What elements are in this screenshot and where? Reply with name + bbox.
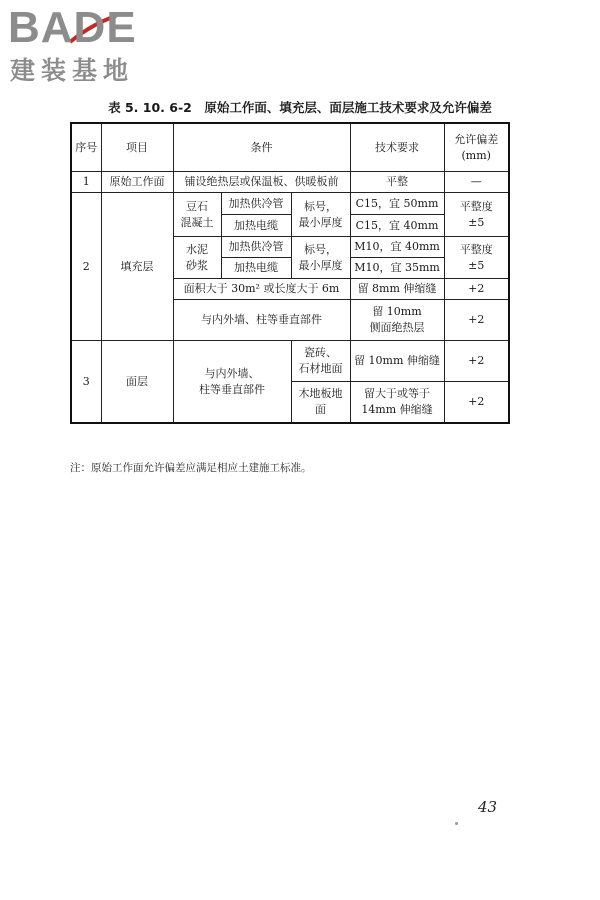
table-note: 注：原始工作面允许偏差应满足相应土建施工标准。 xyxy=(70,462,312,474)
row1-no: 1 xyxy=(71,172,101,193)
row1-condition: 铺设绝热层或保温板、供暖板前 xyxy=(173,172,350,193)
row1-item: 原始工作面 xyxy=(101,172,173,193)
row3-wood: 木地板地面 xyxy=(291,382,350,424)
table-title: 表 5. 10. 6-2 原始工作面、填充层、面层施工技术要求及允许偏差 xyxy=(108,100,492,115)
row2-cable: 加热电缆 xyxy=(221,215,291,237)
row1-requirement: 平整 xyxy=(350,172,444,193)
row2-flatness2: 平整度 ±5 xyxy=(444,237,509,279)
row2-wall-condition: 与内外墙、柱等垂直部件 xyxy=(173,300,350,341)
row2-wall-tolerance: +2 xyxy=(444,300,509,341)
row2-wall-requirement: 留 10mm 侧面绝热层 xyxy=(350,300,444,341)
row2-area-condition: 面积大于 30m² 或长度大于 6m xyxy=(173,279,350,300)
table-row xyxy=(71,172,509,193)
row3-item: 面层 xyxy=(101,341,173,424)
header-item: 项目 xyxy=(101,123,173,172)
row2-item: 填充层 xyxy=(101,193,173,341)
row2-no: 2 xyxy=(71,193,101,341)
spec-table xyxy=(70,122,510,424)
row3-wood-requirement: 留大于或等于 14mm 伸缩缝 xyxy=(350,382,444,424)
row3-tile: 瓷砖、 石材地面 xyxy=(291,341,350,382)
header-no: 序号 xyxy=(71,123,101,172)
row2-area-tolerance: +2 xyxy=(444,279,509,300)
row2-m10-pipe: M10，宜 40mm xyxy=(350,237,444,258)
page-number: 43 xyxy=(478,798,498,816)
logo-wordmark: BADE xyxy=(8,3,137,52)
header-requirement: 技术要求 xyxy=(350,123,444,172)
logo-subtitle: 建装基地 xyxy=(10,56,135,85)
row2-cable2: 加热电缆 xyxy=(221,258,291,279)
row2-grade: 标号， 最小厚度 xyxy=(291,193,350,237)
row2-doushi: 豆石 混凝土 xyxy=(173,193,221,237)
table-row xyxy=(71,341,509,382)
row2-c15-cable: C15，宜 40mm xyxy=(350,215,444,237)
table-row xyxy=(71,193,509,215)
row3-tile-tolerance: +2 xyxy=(444,341,509,382)
row2-c15-pipe: C15，宜 50mm xyxy=(350,193,444,215)
row1-tolerance: — xyxy=(444,172,509,193)
row2-m10-cable: M10，宜 35mm xyxy=(350,258,444,279)
row2-pipe: 加热供冷管 xyxy=(221,193,291,215)
header-row xyxy=(71,123,509,172)
row2-flatness: 平整度 ±5 xyxy=(444,193,509,237)
bade-logo xyxy=(8,3,178,88)
row2-grade2: 标号， 最小厚度 xyxy=(291,237,350,279)
header-condition: 条件 xyxy=(173,123,350,172)
row2-area-requirement: 留 8mm 伸缩缝 xyxy=(350,279,444,300)
row3-tile-requirement: 留 10mm 伸缩缝 xyxy=(350,341,444,382)
row3-wood-tolerance: +2 xyxy=(444,382,509,424)
row3-no: 3 xyxy=(71,341,101,424)
header-tolerance: 允许偏差 (mm) xyxy=(444,123,509,172)
row2-pipe2: 加热供冷管 xyxy=(221,237,291,258)
scan-speck xyxy=(455,822,458,825)
row2-mortar: 水泥 砂浆 xyxy=(173,237,221,279)
row3-condition: 与内外墙、 柱等垂直部件 xyxy=(173,341,291,424)
